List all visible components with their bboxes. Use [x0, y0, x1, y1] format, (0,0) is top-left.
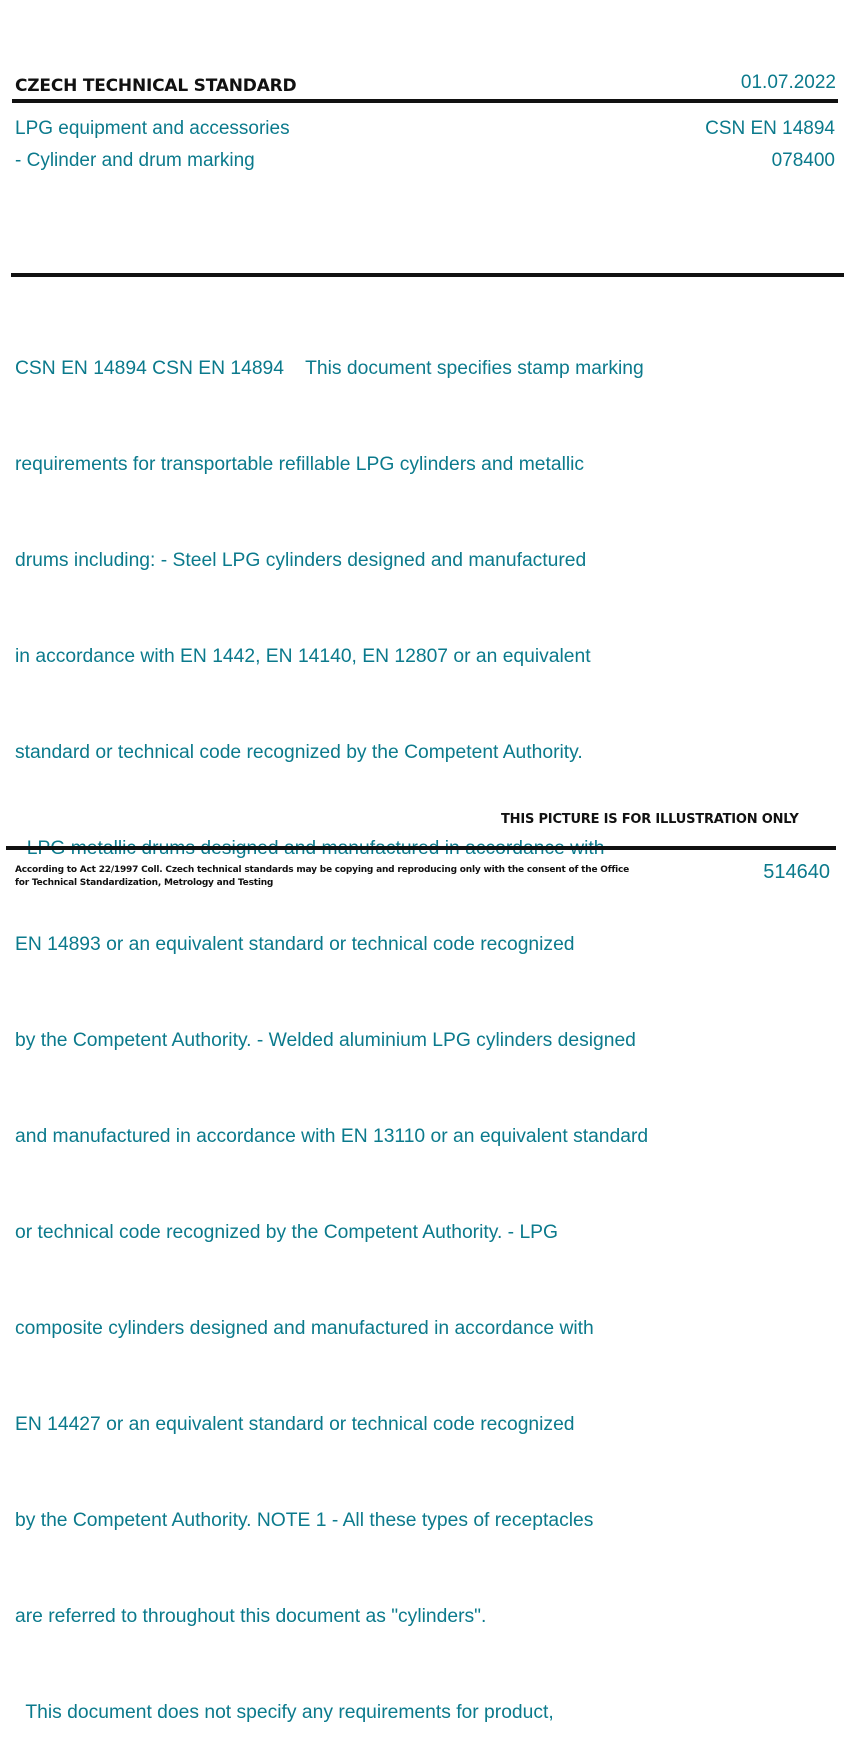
publication-date: 01.07.2022 [740, 72, 836, 93]
legal-line-2: for Technical Standardization, Metrology and Testing [15, 878, 274, 888]
abstract-line: by the Competent Authority. - Welded aluminium LPG cylinders designed [15, 1030, 636, 1051]
title-line-2: - Cylinder and drum marking [15, 150, 255, 171]
legal-notice [15, 864, 629, 890]
abstract-line: This document does not specify any requirements for product, [15, 1702, 554, 1723]
title-line-1: LPG equipment and accessories [15, 118, 290, 139]
abstract-line: EN 14893 or an equivalent standard or technical code recognized [15, 934, 575, 955]
abstract-line: requirements for transportable refillable LPG cylinders and metallic [15, 454, 585, 475]
abstract-line: and manufactured in accordance with EN 13110 or an equivalent standard [15, 1126, 649, 1147]
title-divider [11, 273, 844, 277]
abstract-line: by the Competent Authority. NOTE 1 - All these types of receptacles [15, 1510, 594, 1531]
abstract-line: in accordance with EN 1442, EN 14140, EN 12807 or an equivalent [15, 646, 591, 667]
catalog-code: 514640 [763, 861, 830, 883]
class-number: 078400 [771, 150, 835, 171]
standard-label: CZECH TECHNICAL STANDARD [15, 76, 297, 96]
abstract-line: standard or technical code recognized by the Competent Authority. [15, 742, 583, 763]
abstract-line: EN 14427 or an equivalent standard or technical code recognized [15, 1414, 575, 1435]
abstract-line: or technical code recognized by the Competent Authority. - LPG [15, 1222, 559, 1243]
abstract-line: drums including: - Steel LPG cylinders designed and manufactured [15, 550, 587, 571]
standard-number: CSN EN 14894 [705, 118, 835, 139]
illustration-note: THIS PICTURE IS FOR ILLUSTRATION ONLY [501, 812, 799, 827]
abstract-line: CSN EN 14894 CSN EN 14894 This document specifies stamp marking [15, 358, 644, 379]
abstract-line: composite cylinders designed and manufactured in accordance with [15, 1318, 594, 1339]
abstract-line: are referred to throughout this document as "cylinders". [15, 1606, 487, 1627]
legal-line-1: According to Act 22/1997 Coll. Czech technical standards may be copying and reproducing only with the consent of the Office [15, 865, 630, 875]
header-divider [12, 99, 838, 103]
abstract-text [15, 289, 755, 1761]
footer-divider [6, 846, 836, 850]
